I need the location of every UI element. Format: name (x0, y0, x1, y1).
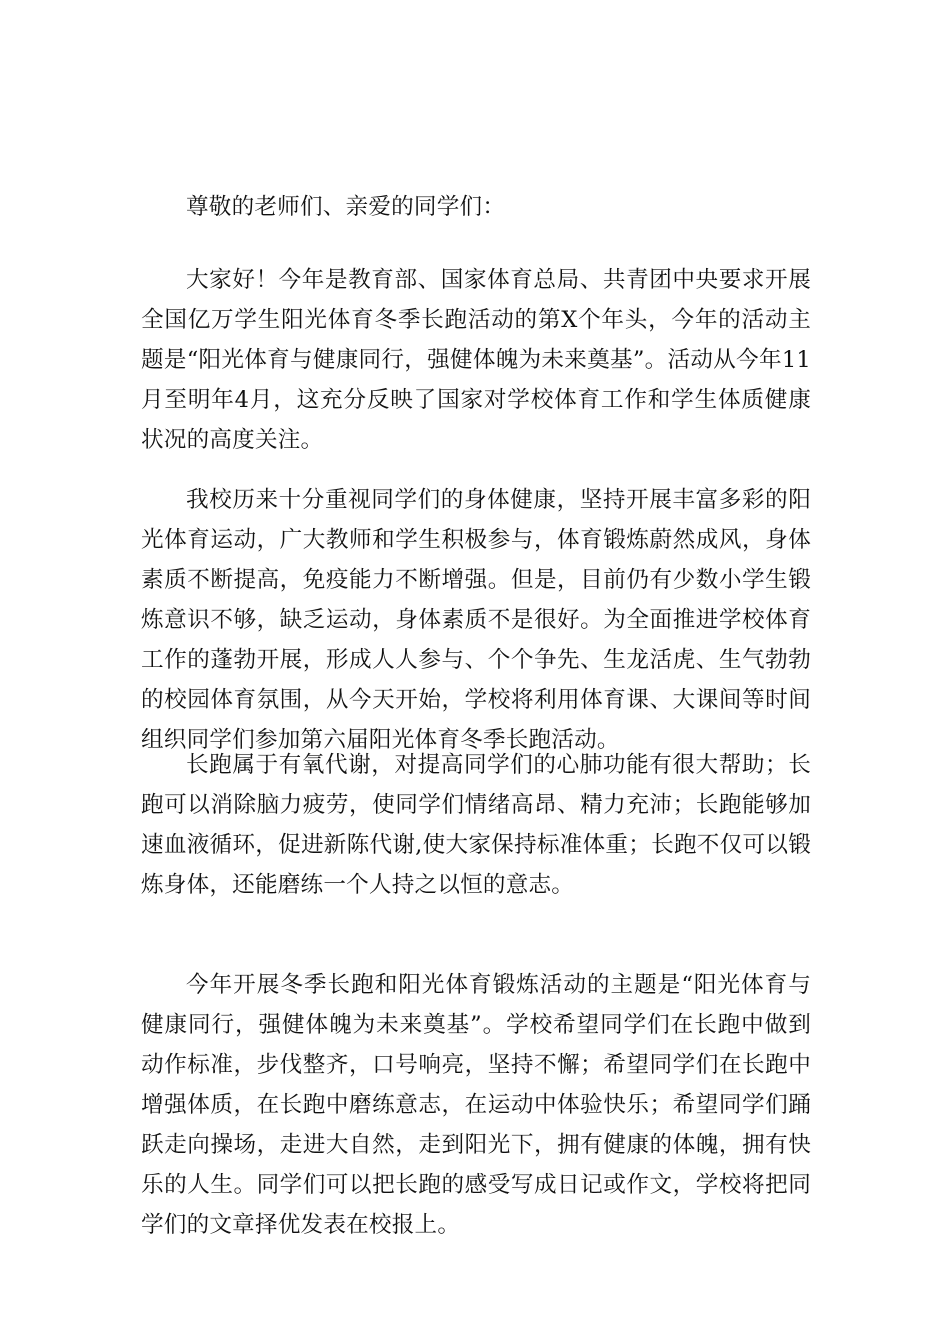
paragraph-2: 我校历来十分重视同学们的身体健康，坚持开展丰富多彩的阳光体育运动，广大教师和学生积极参与，体育锻炼蔚然成风，身体素质不断提高，免疫能力不断增强。但是，目前仍有少数小学生锻炼意识不够，缺乏运动，身体素质不是很好。为全面推进学校体育工作的蓬勃开展，形成人人参与、个个争先、生龙活虎、生气勃勃的校园体育氛围，从今天开始，学校将利用体育课、大课间等时间组织同学们参加第六届阳光体育冬季长跑活动。 (141, 487, 811, 753)
paragraph-3: 长跑属于有氧代谢，对提高同学们的心肺功能有很大帮助；长跑可以消除脑力疲劳，使同学们情绪高昂、精力充沛；长跑能够加速血液循环，促进新陈代谢,使大家保持标准体重；长跑不仅可以锻炼身体，还能磨练一个人持之以恒的意志。 (141, 752, 811, 898)
paragraph-4: 今年开展冬季长跑和阳光体育锻炼活动的主题是“阳光体育与健康同行，强健体魄为未来奠基”。学校希望同学们在长跑中做到动作标准，步伐整齐，口号响亮，坚持不懈；希望同学们在长跑中增强体质，在长跑中磨练意志，在运动中体验快乐；希望同学们踊跃走向操场，走进大自然，走到阳光下，拥有健康的体魄，拥有快乐的人生。同学们可以把长跑的感受写成日记或作文，学校将把同学们的文章择优发表在校报上。 (141, 972, 811, 1238)
greeting-line: 尊敬的老师们、亲爱的同学们： (186, 194, 506, 220)
paragraph-1: 大家好！今年是教育部、国家体育总局、共青团中央要求开展全国亿万学生阳光体育冬季长跑活动的第X个年头，今年的活动主题是“阳光体育与健康同行，强健体魄为未来奠基”。活动从今年11月至明年4月，这充分反映了国家对学校体育工作和学生体质健康状况的高度关注。 (141, 267, 811, 453)
